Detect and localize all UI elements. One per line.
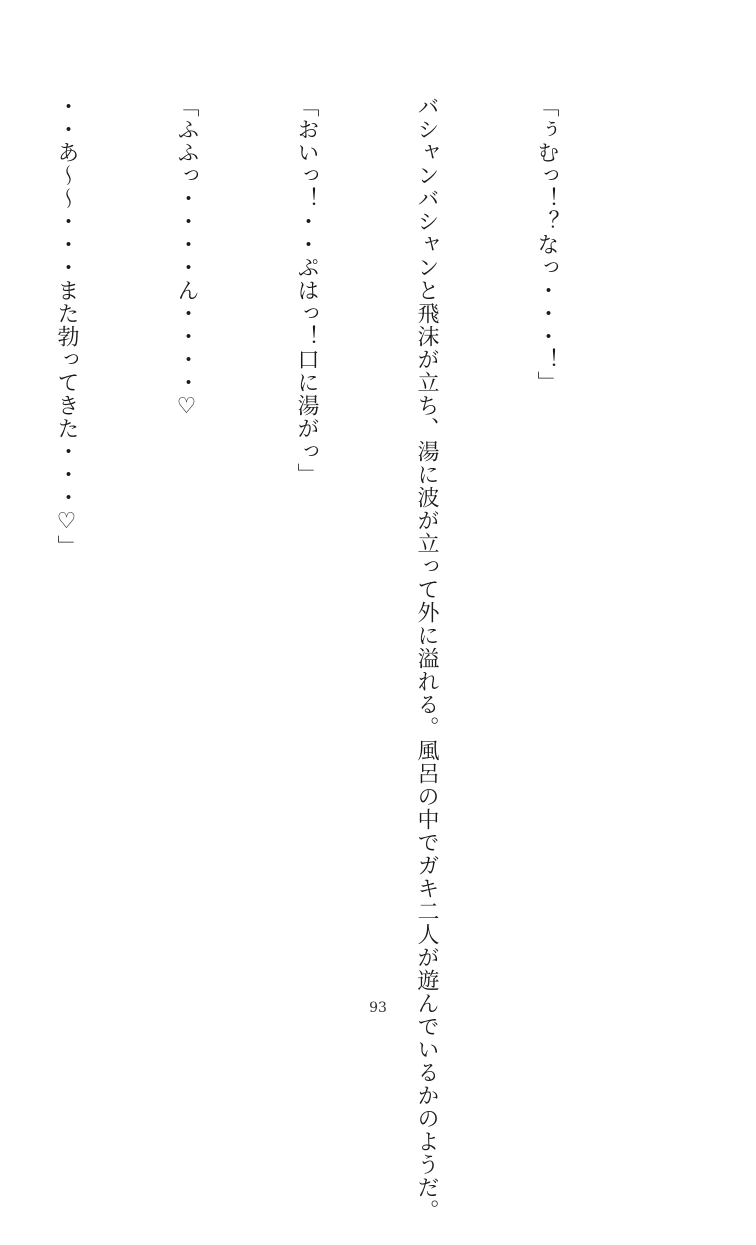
dialogue-line: 「おいっ！・・ぷはっ！口に湯がっ」 xyxy=(294,95,319,486)
page-number: 93 xyxy=(369,1000,387,1016)
narration-line: バシャンバシャンと飛沫が立ち、湯に波が立って外に溢れる。風呂の中でガキ二人が遊んでいるかのようだ。 xyxy=(414,95,439,1222)
dialogue-line: ・・あ〜〜・・・また勃ってきた・・・♡」 xyxy=(54,95,79,558)
dialogue-line: 「ふふっ・・・・ん・・・・♡ xyxy=(174,95,199,420)
dialogue-line: 「ぅむっ！？なっ・・・！」 xyxy=(534,95,559,394)
